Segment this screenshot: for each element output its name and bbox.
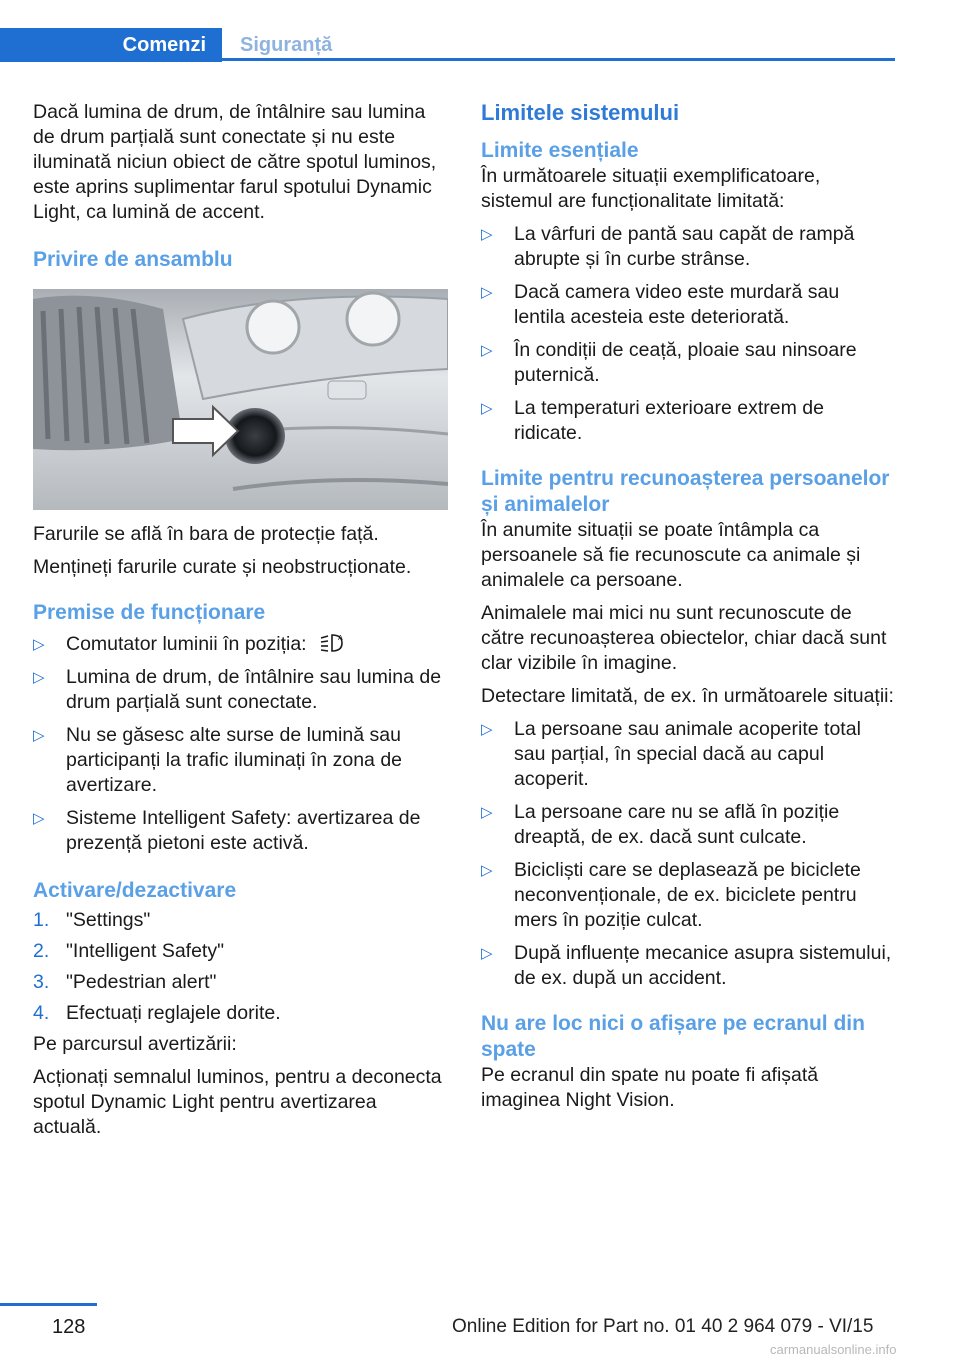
list-item: ▷ Dacă camera video este murdară sau lentila acesteia este deteriorată. [481, 281, 840, 328]
step-item: 2. "Intelligent Safety" [33, 940, 225, 962]
header-tabs [0, 0, 895, 62]
tab-siguranta[interactable]: Siguranță [240, 33, 333, 56]
recognition-p2: Animalele mai mici nu sunt recunoscute de către recunoașterea obiectelor, chiar dacă sunt clar vizibile în imagine. [481, 602, 887, 674]
photo-caption-2: Mențineți farurile curate și neobstrucționate. [33, 556, 412, 578]
list-item: ▷ La persoane sau animale acoperite total sau parțial, în special dacă au capul acoperit. [481, 718, 861, 790]
list-item: ▷ La vârfuri de pantă sau capăt de rampă abrupte și în curbe strânse. [481, 223, 855, 270]
list-item: ▷ Sisteme Intelligent Safety: avertizarea de prezență pietoni este activă. [33, 807, 421, 854]
action-text: Acționați semnalul luminos, pentru a deconecta spotul Dynamic Light pentru avertizarea actuală. [33, 1066, 442, 1138]
triangle-bullet-icon: ▷ [33, 727, 45, 744]
recognition-heading: Limite pentru recunoașterea persoanelor și animalelor [481, 467, 890, 516]
triangle-bullet-icon: ▷ [481, 945, 493, 962]
list-item: ▷ La temperaturi exterioare extrem de ridicate. [481, 397, 824, 444]
intro-paragraph: Dacă lumina de drum, de întâlnire sau lumina de drum parțială sunt conectate și nu este iluminată niciun obiect de către spotul luminos, este aprins suplimentar farul spotului Dynamic Light, ca lumină de accent. [33, 101, 437, 223]
page-number: 128 [52, 1316, 86, 1338]
recognition-list [481, 717, 895, 991]
list-item: ▷ Nu se găsesc alte surse de lumină sau participanți la trafic iluminați în zona de avertizare. [33, 724, 403, 796]
list-item: ▷ După influențe mecanice asupra sistemului, de ex. după un accident. [481, 942, 892, 989]
tab-comenzi[interactable]: Comenzi [0, 28, 222, 62]
list-item: ▷ Bicicliști care se deplasează pe biciclete neconvenționale, de ex. biciclete pentru mers în poziție culcat. [481, 859, 861, 931]
triangle-bullet-icon: ▷ [33, 810, 45, 827]
recognition-p1: În anumite situații se poate întâmpla ca persoanele să fie recunoscute ca animale și animalele ca persoane. [481, 519, 861, 591]
during-warning-text: Pe parcursul avertizării: [33, 1033, 237, 1055]
no-display-text: Pe ecranul din spate nu poate fi afișată imaginea Night Vision. [481, 1064, 819, 1111]
headlight-photo [33, 289, 448, 510]
no-display-heading: Nu are loc nici o afișare pe ecranul din spate [481, 1012, 865, 1061]
list-item: ▷ Comutator luminii în poziția: A [33, 632, 449, 657]
triangle-bullet-icon: ▷ [481, 284, 493, 301]
triangle-bullet-icon: ▷ [481, 226, 493, 243]
step-item: 3. "Pedestrian alert" [33, 971, 217, 993]
photo-caption-1: Farurile se află în bara de protecție față. [33, 523, 379, 545]
left-column [33, 100, 449, 1148]
system-limits-heading: Limitele sistemului [481, 100, 680, 125]
triangle-bullet-icon: ▷ [481, 862, 493, 879]
headlight-illustration [33, 289, 448, 510]
essential-list [481, 222, 895, 446]
triangle-bullet-icon: ▷ [33, 636, 45, 653]
svg-text:A: A [338, 634, 343, 642]
triangle-bullet-icon: ▷ [481, 400, 493, 417]
triangle-bullet-icon: ▷ [33, 669, 45, 686]
overview-heading: Privire de ansamblu [33, 248, 233, 271]
list-item: ▷ La persoane care nu se află în poziție dreaptă, de ex. dacă sunt culcate. [481, 801, 840, 848]
footer-accent-line [0, 1303, 97, 1306]
watermark-text: carmanualsonline.info [770, 1342, 897, 1357]
list-item: ▷ Lumina de drum, de întâlnire sau lumina de drum parțială sunt conectate. [33, 666, 442, 713]
step-item: 1. "Settings" [33, 909, 151, 931]
steps-list [33, 908, 449, 1026]
right-column [481, 100, 895, 1121]
essential-heading: Limite esențiale [481, 139, 639, 162]
activation-heading: Activare/dezactivare [33, 879, 237, 902]
edition-text: Online Edition for Part no. 01 40 2 964 079 - VI/15 [452, 1316, 874, 1337]
essential-intro: În următoarele situații exemplificatoare, sistemul are funcționalitate limitată: [481, 165, 821, 212]
grille-shape [33, 296, 183, 451]
light-switch-position-icon [320, 632, 346, 654]
prereq-list [33, 632, 449, 856]
step-item: 4. Efectuați reglajele dorite. [33, 1002, 281, 1024]
triangle-bullet-icon: ▷ [481, 721, 493, 738]
tab-underline [222, 58, 895, 61]
list-item: ▷ În condiții de ceață, ploaie sau ninsoare puternică. [481, 339, 857, 386]
recognition-p3: Detectare limitată, de ex. în următoarele situații: [481, 685, 894, 707]
triangle-bullet-icon: ▷ [481, 804, 493, 821]
prereq-heading: Premise de funcționare [33, 601, 266, 624]
triangle-bullet-icon: ▷ [481, 342, 493, 359]
